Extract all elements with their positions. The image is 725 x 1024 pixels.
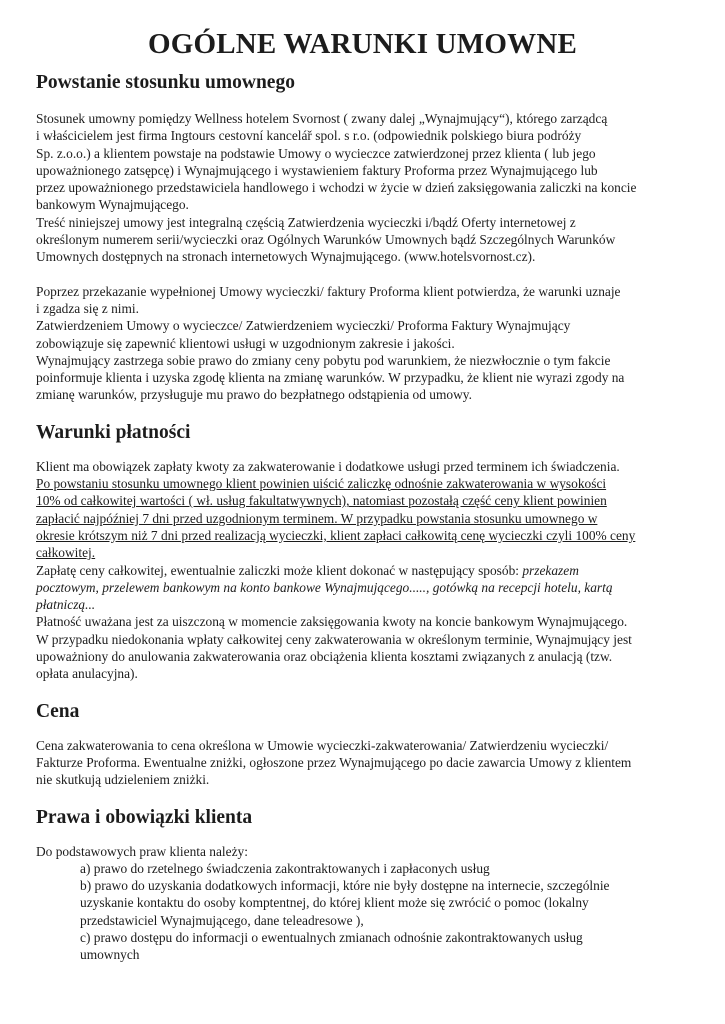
text-line: nie skutkują udzieleniem zniżki. xyxy=(36,772,210,788)
text-line: Cena zakwaterowania to cena określona w Umowie wycieczki-zakwaterowania/ Zatwierdzeniu wycieczki/ xyxy=(36,737,609,753)
text-line: zobowiązuje się zapewnić klientowi usługi w uzgodnionym zakresie i jakości. xyxy=(36,335,455,351)
paragraph xyxy=(36,843,689,964)
paragraph xyxy=(36,737,689,789)
section-heading-price: Cena xyxy=(36,700,80,722)
text-line: i zgadza się z nimi. xyxy=(36,300,139,316)
text-line: określonym numerem serii/wycieczki oraz Ogólnych Warunków Umownych bądź Szczególnych Warunków xyxy=(36,232,616,248)
paragraph xyxy=(36,283,689,404)
text-line: Poprzez przekazanie wypełnionej Umowy wycieczki/ faktury Proforma klient potwierdza, że warunki uznaje xyxy=(36,283,621,299)
list-item xyxy=(36,929,689,964)
section-payment-terms xyxy=(36,420,689,683)
text-line: Do podstawowych praw klienta należy: xyxy=(36,843,248,859)
payment-methods-italic: przekazem xyxy=(522,562,579,578)
text-line: Sp. z.o.o.) a klientem powstaje na podstawie Umowy o wycieczce zatwierdzonej przez klienta ( lub jego xyxy=(36,145,596,161)
underlined-text-line: okresie krótszym niż 7 dni przed realizacją wycieczki, klient zapłaci całkowitą cenę wycieczki czyli 100% ceny xyxy=(36,527,636,543)
underlined-text-line: 10% od całkowitej wartości ( wł. usług fakultatwywnych), natomiast pozostałą część ceny klient powinien xyxy=(36,493,607,509)
text-line: Płatność uważana jest za uiszczoną w momencie zaksięgowania kwoty na koncie bankowym Wynajmującego. xyxy=(36,614,628,630)
document-title: OGÓLNE WARUNKI UMOWNE xyxy=(147,28,578,60)
text-line: upoważniony do anulowania zakwaterowania oraz obciążenia klienta kosztami związanych z anulacją (tzw. xyxy=(36,649,613,665)
paragraph xyxy=(36,458,689,683)
list-item xyxy=(36,860,689,877)
paragraph-spacer xyxy=(36,266,689,283)
payment-methods-italic-line: pocztowym, przelewem bankowym na konto bankowe Wynajmującego....., gotówką na recepcji hotelu, kartą xyxy=(36,579,613,595)
section-heading-payment-terms: Warunki płatności xyxy=(36,421,191,443)
text-line: Stosunek umowny pomiędzy Wellness hotelem Svornost ( zwany dalej „Wynajmujący“), którego zarządcą xyxy=(36,111,608,126)
text-line: Wynajmujący zastrzega sobie prawo do zmiany ceny pobytu pod warunkiem, że niezwłocznie o tym fakcie xyxy=(36,352,611,368)
text-line: uzyskanie kontaktu do osoby komptentnej, do której klient może się zwrócić o pomoc (lokalny xyxy=(80,895,589,911)
text-line xyxy=(36,562,689,579)
text-line: i właścicielem jest firma Ingtours cestovní kancelář spol. s r.o. (odpowiednik polskiego biura podróży xyxy=(36,128,582,144)
text-line: zmianę warunków, przysługuje mu prawo do bezpłatnego odstąpienia od umowy. xyxy=(36,387,472,403)
section-price xyxy=(36,699,689,789)
section-client-rights xyxy=(36,805,689,964)
underlined-text-line: Po powstaniu stosunku umownego klient powinien uiścić zaliczkę odnośnie zakwaterowania w wysokości xyxy=(36,476,607,492)
text-line: b) prawo do uzyskania dodatkowych informacji, które nie były dostępne na internecie, szczególnie xyxy=(80,878,610,894)
text-line: przedstawiciel Wynajmującego, dane teleadresowe ), xyxy=(80,912,364,928)
section-contract-formation xyxy=(36,70,689,404)
text-line: Fakturze Proforma. Ewentualne zniżki, ogłoszone przez Wynajmującego po dacie zawarcia Umowy z klientem xyxy=(36,754,632,770)
text-line: Zatwierdzeniem Umowy o wycieczce/ Zatwierdzeniem wycieczki/ Proforma Faktury Wynajmujący xyxy=(36,318,571,334)
text-line: upoważnionego zatsępcę) i Wynajmującego i wystawieniem faktury Proforma przez Wynajmującego lub xyxy=(36,162,598,178)
payment-methods-italic-line: płatniczą... xyxy=(36,597,96,613)
text-line: umownych xyxy=(80,947,140,963)
section-heading-client-rights: Prawa i obowiązki klienta xyxy=(36,806,253,828)
text-line: poinformuje klienta i uzyska zgodę klienta na zmianę warunków. W przypadku, że klient nie wyrazi zgody na xyxy=(36,370,625,386)
text-line: Umownych dostępnych na stronach internetowych Wynajmującego. (www.hotelsvornost.cz). xyxy=(36,249,536,265)
text-line: a) prawo do rzetelnego świadczenia zakontraktowanych i zapłaconych usług xyxy=(80,860,490,876)
underlined-text-line: całkowitej. xyxy=(36,545,96,561)
text-line: c) prawo dostępu do informacji o ewentualnych zmianach odnośnie zakontraktowanych usług xyxy=(80,929,583,945)
payment-methods-intro: Zapłatę ceny całkowitej, ewentualnie zaliczki może klient dokonać w następujący sposób: xyxy=(36,562,523,578)
paragraph xyxy=(36,110,689,266)
text-line: przez upoważnionego przedstawiciela handlowego i wchodzi w życie w dzień zaksięgowania zaliczki na koncie xyxy=(36,180,637,196)
text-line: bankowym Wynajmującego. xyxy=(36,197,189,213)
text-line: Treść niniejszej umowy jest integralną częścią Zatwierdzenia wycieczki i/bądź Oferty internetowej z xyxy=(36,214,576,230)
text-line: Klient ma obowiązek zapłaty kwoty za zakwaterowanie i dodatkowe usługi przed terminem ich świadczenia. xyxy=(36,458,620,474)
section-heading-contract-formation: Powstanie stosunku umownego xyxy=(36,72,295,93)
underlined-text-line: zapłacić najpóźniej 7 dni przed uzgodnionym terminem. W przypadku powstania stosunku umownego w xyxy=(36,510,598,526)
list-item xyxy=(36,877,689,929)
text-line: W przypadku niedokonania wpłaty całkowitej ceny zakwaterowania w określonym terminie, Wynajmujący jest xyxy=(36,631,632,647)
text-line: opłata anulacyjna). xyxy=(36,666,138,682)
